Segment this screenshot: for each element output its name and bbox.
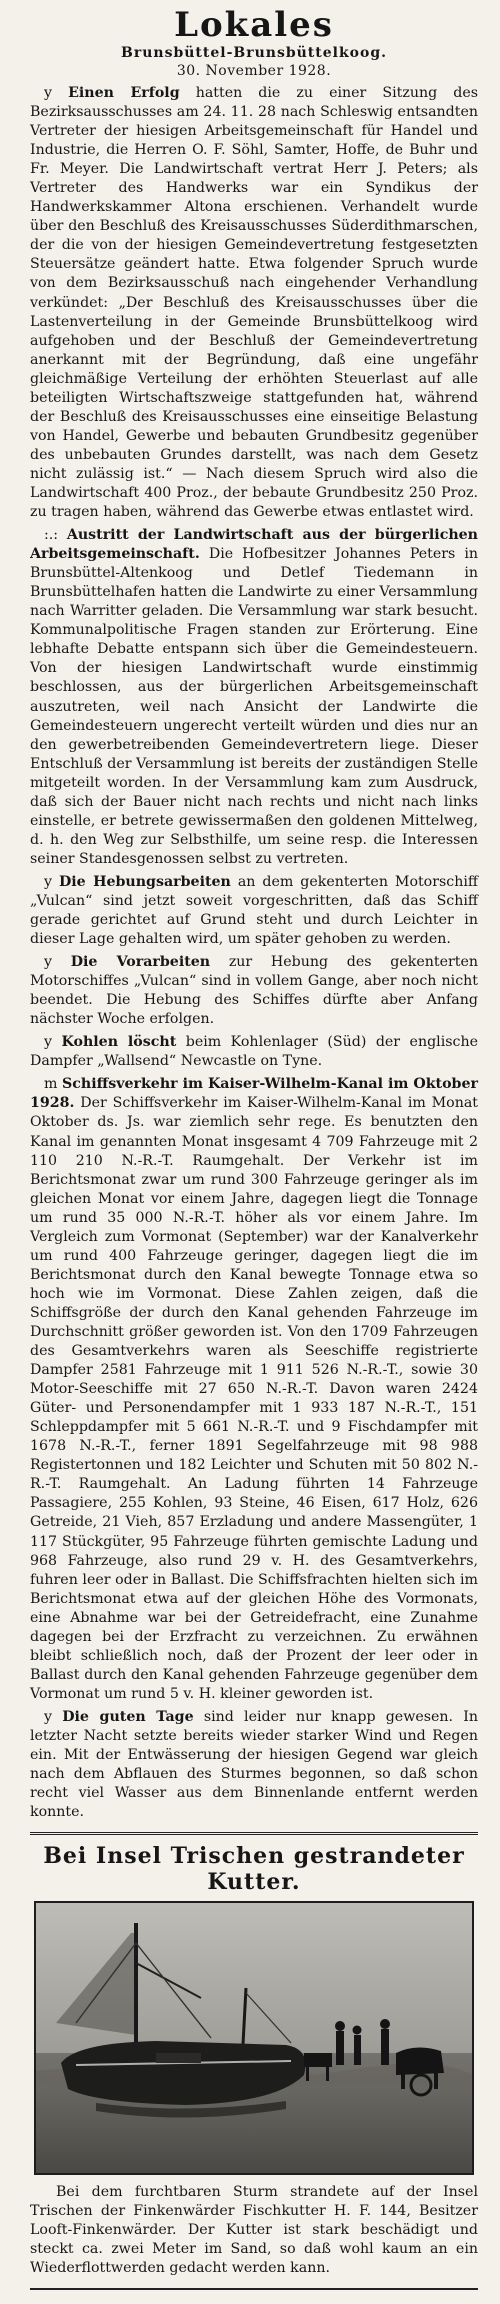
article-lead: Die Vorarbeiten: [70, 954, 211, 971]
article-lead: Schiffsverkehr im Kaiser-Wilhelm-Kanal im Oktober 1928.: [30, 1076, 478, 1112]
masthead: [30, 0, 478, 80]
article-marker: m: [44, 1076, 58, 1093]
article-body: an dem gekenterten Motorschiff „Vulcan“ sind jetzt soweit vorgeschritten, daß das Schiff gerade gerichtet auf Grund steht und durch Leichter in dieser Lage gehalten wird, um später gehoben zu werden.: [30, 873, 478, 948]
article: [30, 84, 478, 522]
articles: [30, 84, 478, 1822]
article: [30, 1075, 478, 1704]
article-marker: y: [44, 954, 53, 971]
article-marker: y: [44, 1708, 53, 1725]
article-marker: y: [44, 85, 53, 101]
article-lead: Einen Erfolg: [68, 85, 180, 101]
bottom-rule: [30, 2288, 478, 2290]
article: [30, 526, 478, 869]
article-body: beim Kohlenlager (Süd) der englische Dampfer „Wallsend“ Newcastle on Tyne.: [30, 1034, 478, 1070]
article: [30, 953, 478, 1029]
article-marker: :.:: [44, 527, 59, 544]
photo-caption: Bei dem furchtbaren Sturm strandete auf der Insel Trischen der Finkenwärder Fischkutter H. F. 144, Besitzer Looft-Finkenwärder. Der Kutter ist stark beschädigt und steckt ca. zwei Meter im Sand, so daß wohl kaum an ein Wiederflottwerden gedacht werden kann.: [30, 2184, 478, 2277]
article-body: Der Schiffsverkehr im Kaiser-Wilhelm-Kanal im Monat Oktober ds. Js. war ziemlich sehr rege. Es benutzten den Kanal im genannten Monat insgesamt 4 709 Fahrzeuge mit 2 110 210 N.-R.-T. Raumgehalt. Der Verkehr ist im Berichtsmonat zwar um rund 300 Fahrzeuge geringer als im gleichen Monat vor einem Jahre, dagegen liegt die Tonnage um rund 35 000 N.-R.-T. höher als vor einem Jahre. Im Vergleich zum Vormonat (September) war der Kanalverkehr um rund 400 Fahrzeuge geringer, dagegen liegt die im Berichtsmonat durch den Kanal bewegte Tonnage etwa so hoch wie im Vormonat. Diese Zahlen zeigen, daß die Schiffsgröße der durch den Kanal gehenden Fahrzeuge im Durchschnitt größer geworden ist. Von den 1709 Fahrzeugen des Gesamtverkehrs waren als Seeschiffe registrierte Dampfer 2581 Fahrzeuge mit 1 911 526 N.-R.-T., sowie 30 Motor-Seeschiffe mit 27 650 N.-R.-T. Davon waren 2424 Güter- und Personendampfer mit 1 933 187 N.-R.-T., 151 Schleppdampfer mit 5 661 N.-R.-T. und 9 Fischdampfer mit 1678 N.-R.-T., ferner 1891 Segelfahrzeuge mit 98 988 Registertonnen und 182 Leichter und Schuten mit 50 802 N.-R.-T. Raumgehalt. An Ladung führten 14 Fahrzeuge Passagiere, 255 Kohlen, 93 Steine, 46 Eisen, 617 Holz, 626 Getreide, 21 Vieh, 857 Erzladung und andere Massengüter, 1 117 Stückgüter, 95 Fahrzeuge führten gemischte Ladung und 968 Fahrzeuge, also rund 29 v. H. des Gesamtverkehrs, fuhren leer oder in Ballast. Die Schiffsfrachten hielten sich im Berichtsmonat etwa auf der gleichen Höhe des Vormonats, eine Abnahme war bei der Getreidefracht, eine Zunahme dagegen bei der Erzfracht zu verzeichnen. Zu erwähnen bleibt schließlich noch, daß der Prozent der leer oder in Ballast durch den Kanal gehenden Fahrzeuge gegenüber dem Vormonat um rund 5 v. H. kleiner geworden ist.: [30, 1095, 478, 1702]
article: [30, 1708, 478, 1822]
stranded-cutter-photo: [34, 1901, 474, 2175]
article-body: sind leider nur knapp gewesen. In letzter Nacht setzte bereits wieder starker Wind und Regen ein. Mit der Entwässerung der hiesigen Gegend war gleich nach dem Abflauen des Sturmes begonnen, so daß schon recht viel Wasser aus dem Binnenlande entfernt werden konnte.: [30, 1708, 478, 1821]
article-lead: Die guten Tage: [62, 1708, 194, 1725]
stranded-cutter-illustration: [36, 1903, 472, 2173]
photo-box: [30, 1843, 478, 2290]
article-lead: Austritt der Landwirtschaft aus der bürgerlichen Arbeitsgemeinschaft.: [30, 527, 478, 563]
section-divider: [30, 1832, 478, 1835]
issue-date: 30. November 1928.: [176, 63, 332, 79]
article-body: Die Hofbesitzer Johannes Peters in Brunsbüttel-Altenkoog und Detlef Tiedemann in Brunsbüttelhafen hatten die Landwirte zu einer Versammlung nach Warritter geladen. Die Versammlung war stark besucht. Kommunalpolitische Fragen standen zur Erörterung. Eine lebhafte Debatte entspann sich über die Gemeindesteuern. Von der hiesigen Landwirtschaft wurde einstimmig beschlossen, aus der bürgerlichen Arbeitsgemeinschaft auszutreten, weil nach Ansicht der Landwirte die Gemeindesteuern ungerecht verteilt würden und dies nur an den gewerbetreibenden Gemeindevertretern liege. Dieser Entschluß der Versammlung ist bereits der zuständigen Stelle mitgeteilt worden. In der Versammlung kam zum Ausdruck, daß sich der Bauer nicht nach rechts und nicht nach links einstelle, er betrete gewissermaßen den goldenen Mittelweg, d. h. den Weg zur Selbsthilfe, um seine resp. die Interessen seiner Standesgenossen selbst zu vertreten.: [30, 546, 478, 867]
article: [30, 1033, 478, 1071]
photo-headline: Bei Insel Trischen gestrandeter Kutter.: [43, 1843, 465, 1896]
section-title: Lokales: [174, 5, 334, 45]
news-column: [30, 0, 478, 2290]
section-subtitle: Brunsbüttel-Brunsbüttelkoog.: [121, 45, 387, 61]
article-lead: Die Hebungsarbeiten: [58, 873, 231, 890]
article-body: zur Hebung des gekenterten Motorschiffes „Vulcan“ sind in vollem Gange, aber noch nicht beendet. Die Hebung des Schiffes dürfte aber Anfang nächster Woche erfolgen.: [30, 954, 478, 1028]
article-marker: y: [44, 1034, 53, 1051]
article-body: hatten die zu einer Sitzung des Bezirksausschusses am 24. 11. 28 nach Schleswig entsandten Vertreter der hiesigen Arbeitsgemeinschaft für Handel und Industrie, die Herren O. F. Söhl, Samter, Hoffe, de Buhr und Fr. Meyer. Die Landwirtschaft vertrat Herr J. Peters; als Vertreter des Handwerks war ein Syndikus der Handwerkskammer Altona erschienen. Verhandelt wurde über den Beschluß des Kreisausschusses Süderdithmarschen, der die von der hiesigen Gemeindevertretung festgesetzten Steuersätze geändert hatte. Etwa folgender Spruch wurde von dem Bezirksausschuß nach eingehender Verhandlung verkündet: „Der Beschluß des Kreisausschusses über die Lastenverteilung in der Gemeinde Brunsbüttelkoog wird aufgehoben und der Beschluß der Gemeindevertretung anerkannt mit der Begründung, daß eine ungefähr gleichmäßige Verteilung der erhöhten Steuerlast auf alle beteiligten Wirtschaftszweige stattgefunden hat, während der Beschluß des Kreisausschusses eine einseitige Belastung von Handel, Gewerbe und bebauten Grundbesitz gegenüber des unbebauten Grundes darstellt, was nach dem Gesetz nicht zulässig ist.“ — Nach diesem Spruch wird also die Landwirtschaft 400 Proz., der bebaute Grundbesitz 250 Proz. zu tragen haben, während das Gewerbe etwas entlastet wird.: [30, 85, 479, 521]
article-lead: Kohlen löscht: [61, 1034, 177, 1051]
article: [30, 873, 478, 949]
article-marker: y: [44, 873, 53, 890]
